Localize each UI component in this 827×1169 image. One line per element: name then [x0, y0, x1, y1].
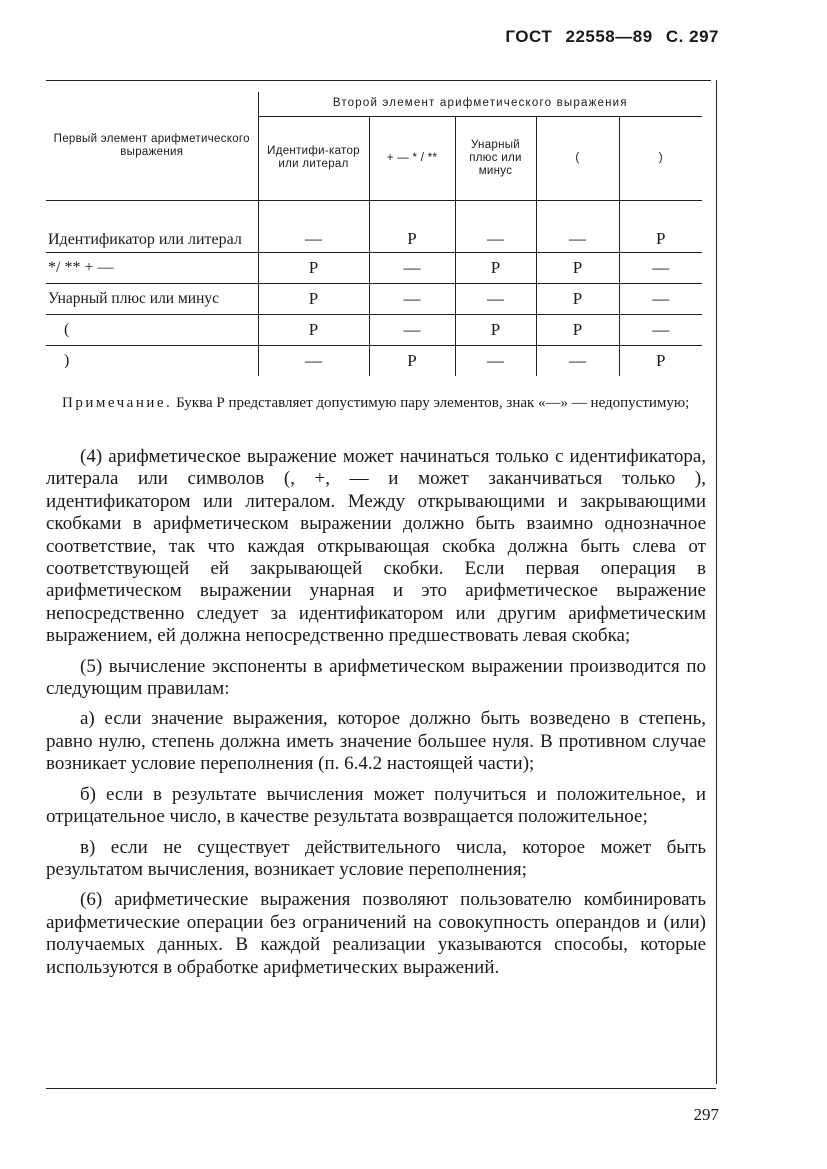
table-cell: —: [455, 283, 536, 314]
table-row: [46, 314, 702, 345]
col-header-lparen: (: [536, 116, 619, 200]
table-cell: Р: [455, 314, 536, 345]
note-label: Примечание.: [62, 395, 173, 411]
table-row: [46, 283, 702, 314]
row-label: */ ** + —: [46, 252, 258, 283]
table-row: [46, 252, 702, 283]
table-row: [46, 200, 702, 252]
paragraph: (5) вычисление экспоненты в арифметическом выражении производится по следующим правилам:: [46, 655, 706, 700]
table-cell: —: [536, 345, 619, 376]
table-cell: —: [619, 252, 702, 283]
table-cell: —: [455, 345, 536, 376]
row-label: (: [46, 314, 258, 345]
row-label: ): [64, 351, 70, 369]
table-cell: Р: [455, 252, 536, 283]
element-pairs-table: [46, 92, 702, 376]
row-label: Идентификатор или литерал: [46, 200, 258, 252]
paragraph: (4) арифметическое выражение может начинаться только с идентификатора, литерала или символов (, +, — и может заканчиваться только ), идентификатором или литералом. Между открывающими и закрывающими скобками в арифметическом выражении должно быть взаимно однозначное соответствие, так что каждая открывающая скобка должна быть слева от соответствующей ей закрывающей скобки. Если первая операция в арифметическом выражении унарная и это арифметическое выражение непосредственно следует за идентификатором или другим арифметическим выражением, ей должна непосредственно предшествовать левая скобка;: [46, 446, 706, 647]
col-header-identifier: Идентифи-катор или литерал: [258, 116, 369, 200]
bottom-rule: [46, 1088, 716, 1089]
col-header-rparen: ): [619, 116, 702, 200]
table-row: [46, 345, 702, 376]
row-label: Унарный плюс или минус: [46, 283, 258, 314]
paragraph: б) если в результате вычисления может получиться и положительное, и отрицательное число, в качестве результата возвращается положительное;: [46, 783, 706, 828]
table-cell: Р: [536, 283, 619, 314]
table-cell: —: [619, 314, 702, 345]
first-element-header: Первый элемент арифметического выражения: [46, 92, 258, 200]
page-number: 297: [693, 1105, 719, 1124]
table-cell: —: [369, 314, 455, 345]
col-header-unary: Унарный плюс или минус: [455, 116, 536, 200]
note-text: Буква Р представляет допустимую пару элементов, знак «—» — недопустимую;: [176, 395, 690, 411]
table-cell: Р: [369, 200, 455, 252]
table-cell: —: [258, 200, 369, 252]
body-text: [46, 446, 706, 987]
table-cell: Р: [619, 200, 702, 252]
paragraph: а) если значение выражения, которое должно быть возведено в степень, равно нулю, степень должна иметь значение большее нуля. В противном случае возникает условие переполнения (п. 6.4.2 настоящей части);: [46, 708, 706, 775]
table-cell: Р: [369, 345, 455, 376]
header-page-ref: С. 297: [665, 27, 719, 46]
table-cell: —: [536, 200, 619, 252]
table-cell: Р: [536, 314, 619, 345]
standard-label: ГОСТ: [505, 27, 553, 46]
table-cell: Р: [258, 283, 369, 314]
table-cell: —: [258, 345, 369, 376]
right-margin-rule: [716, 80, 717, 1084]
table-cell: Р: [536, 252, 619, 283]
second-element-header: Второй элемент арифметического выражения: [258, 92, 702, 116]
page-header: [497, 27, 719, 47]
table-cell: Р: [619, 345, 702, 376]
paragraph: (6) арифметические выражения позволяют пользователю комбинировать арифметические операции без ограничений на совокупность операндов и (или) получаемых данных. В каждой реализации указываются способы, которые используются в обработке арифметических выражений.: [46, 889, 706, 978]
top-rule: [46, 80, 711, 81]
table-cell: —: [369, 252, 455, 283]
paragraph: в) если не существует действительного числа, которое может быть результатом вычисления, возникает условие переполнения;: [46, 836, 706, 880]
table-cell: Р: [258, 314, 369, 345]
table-note: [62, 394, 702, 413]
standard-number: 22558—89: [565, 27, 653, 46]
table-cell: Р: [258, 252, 369, 283]
table-cell: —: [619, 283, 702, 314]
col-header-operators: + — * / **: [369, 116, 455, 200]
table-cell: —: [369, 283, 455, 314]
table-cell: —: [455, 200, 536, 252]
